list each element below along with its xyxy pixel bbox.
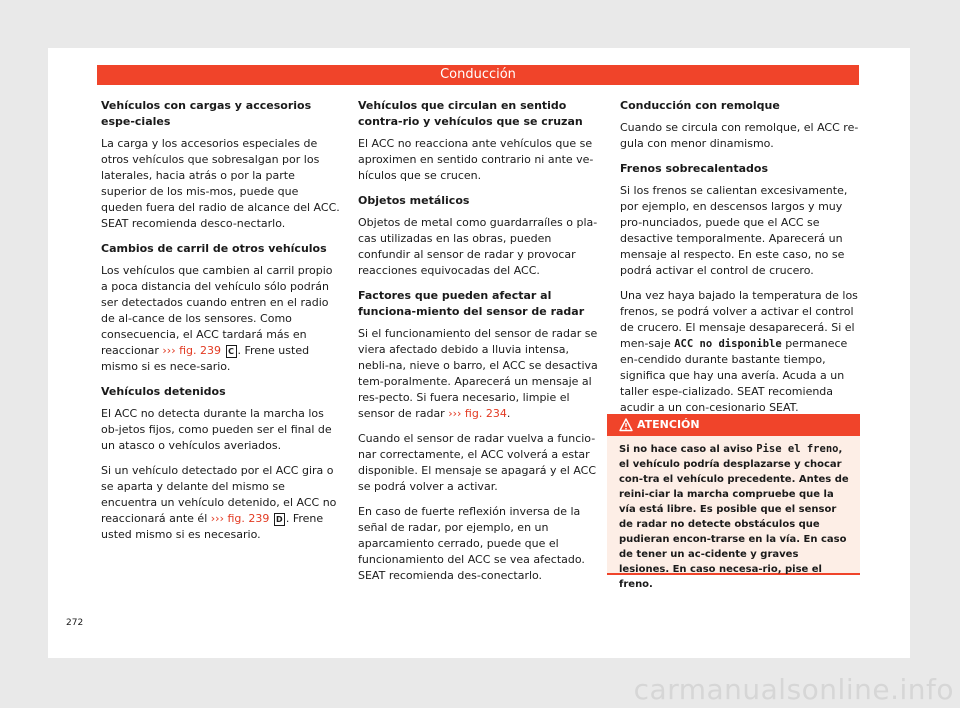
heading-radar-factors: Factores que pueden afectar al funciona-miento del sensor de radar: [358, 289, 585, 318]
figure-key-d: D: [274, 513, 285, 526]
column-3: [620, 98, 860, 425]
warning-text: Si no hace caso al aviso Pise el freno, el vehículo podría desplazarse y chocar con-tra el vehículo precedente. Antes de reini-ciar la marcha compruebe que la vía está libre. Es posible que el sensor de radar no detecte obstáculos que pudieran encon-trarse en la vía. En caso de tener un ac-cidente y graves lesiones. En caso necesa-rio, pise el freno.: [619, 443, 849, 590]
paragraph: Cuando se circula con remolque, el ACC re-gula con menor dinamismo.: [620, 121, 859, 150]
warning-title: ATENCIÓN: [637, 418, 700, 431]
paragraph: Los vehículos que cambien al carril propio a poca distancia del vehículo sólo podrán ser detectados cuando entren en el radio de al-cance de los sensores. Como consecuencia, el ACC tardará más en reaccionar ››› fig. 239 C . Frene usted mismo si es nece-sario.: [101, 264, 333, 373]
watermark: carmanualsonline.info: [633, 673, 954, 706]
paragraph: En caso de fuerte reflexión inversa de la señal de radar, por ejemplo, en un aparcamiento cerrado, puede que el funcionamiento del ACC se vea afectado. SEAT recomienda des-conectarlo.: [358, 505, 585, 582]
warning-box: [607, 414, 860, 590]
manual-page: [48, 48, 910, 658]
paragraph: Si un vehículo detectado por el ACC gira o se aparta y delante del mismo se encuentra un vehículo detenido, el ACC no reaccionará ante él ››› fig. 239 D . Frene usted mismo si es necesario.: [101, 464, 337, 541]
page-number: 272: [66, 618, 84, 628]
paragraph: Si el funcionamiento del sensor de radar se viera afectado debido a lluvia intensa, nebli-na, nieve o barro, el ACC se desactiva tem-poralmente. Aparecerá un mensaje al res-pecto. Si fuera necesario, limpie el sensor de radar ››› fig. 234.: [358, 327, 598, 420]
paragraph: Si los frenos se calientan excesivamente, por ejemplo, en descensos largos y muy pro-nunciados, puede que el ACC se desactive temporalmente. Aparecerá un mensaje al respecto. En este caso, no se podrá activar el control de crucero.: [620, 184, 848, 277]
paragraph: El ACC no detecta durante la marcha los ob-jetos fijos, como pueden ser el final de un atasco o vehículos averiados.: [101, 407, 332, 452]
paragraph: Objetos de metal como guardarraíles o pla-cas utilizadas en las obras, pueden confundir al sensor de radar y provocar reacciones equivocadas del ACC.: [358, 216, 598, 277]
heading-metal-objects: Objetos metálicos: [358, 194, 470, 207]
heading-lane-change: Cambios de carril de otros vehículos: [101, 242, 327, 255]
warning-triangle-icon: [619, 418, 633, 432]
heading-overheated-brakes: Frenos sobrecalentados: [620, 162, 768, 175]
heading-trailer: Conducción con remolque: [620, 99, 780, 112]
figure-link[interactable]: ››› fig. 239: [210, 512, 270, 525]
figure-key-c: C: [226, 345, 237, 358]
paragraph: Una vez haya bajado la temperatura de los frenos, se podrá volver a activar el control de crucero. El mensaje desaparecerá. Si el men-saje ACC no disponible permanece en-cendido durante bastante tiempo, significa que hay una avería. Acuda a un taller espe-cializado. SEAT recomienda acudir a un con-cesionario SEAT.: [620, 289, 858, 414]
column-2: [358, 98, 598, 593]
display-message: ACC no disponible: [674, 338, 782, 350]
heading-oncoming: Vehículos que circulan en sentido contra-rio y vehículos que se cruzan: [358, 99, 583, 128]
column-1: [101, 98, 341, 552]
display-message: Pise el freno: [756, 443, 839, 455]
section-header: Conducción: [97, 65, 859, 85]
heading-stopped-vehicles: Vehículos detenidos: [101, 385, 226, 398]
figure-link[interactable]: ››› fig. 234: [448, 407, 507, 420]
paragraph: Cuando el sensor de radar vuelva a funcio-nar correctamente, el ACC volverá a estar disponible. El mensaje se apagará y el ACC se podrá volver a activar.: [358, 432, 597, 493]
heading-loads: Vehículos con cargas y accesorios espe-ciales: [101, 99, 312, 128]
warning-header: [607, 414, 860, 436]
figure-link[interactable]: ››› fig. 239: [162, 344, 221, 357]
paragraph: El ACC no reacciona ante vehículos que se aproximen en sentido contrario ni ante ve-hículos que se crucen.: [358, 137, 594, 182]
paragraph: La carga y los accesorios especiales de otros vehículos que sobresalgan por los laterales, hacia atrás o por la parte superior de los mis-mos, puede que queden fuera del radio de alcance del ACC. SEAT recomienda desco-nectarlo.: [101, 137, 340, 230]
